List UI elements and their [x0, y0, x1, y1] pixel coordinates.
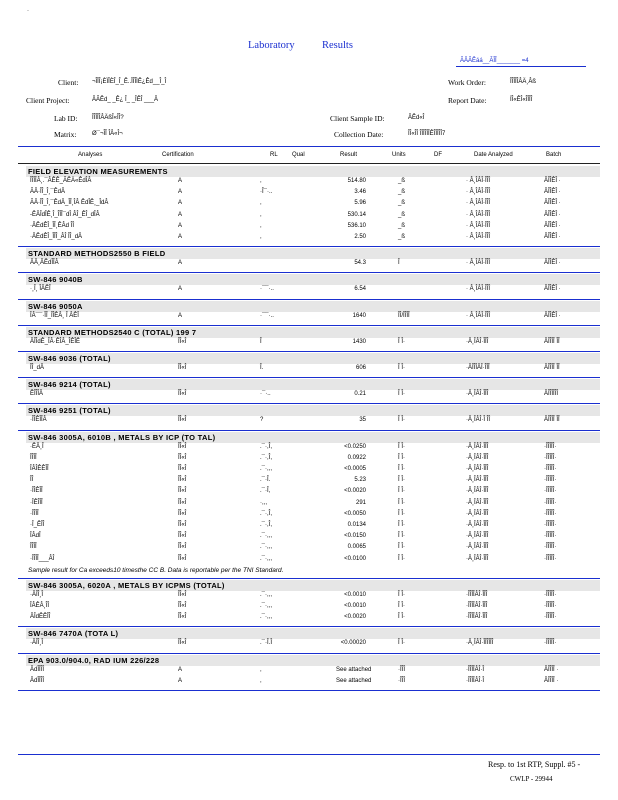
cell-analyte: ÊÎÎÎÂ: [30, 391, 44, 398]
cell-units: Î: [398, 260, 400, 267]
lab-id-value: ÎÎÎÎÎÂÄßÎ«ÎÎ?: [92, 115, 124, 121]
cell-batch: ·ÎÎÎÎÎ·: [544, 443, 557, 450]
cell-rl: .¯·,,,: [260, 614, 272, 621]
cell-rl: ,: [260, 222, 262, 229]
cell-analyte: ·ÂÎÎ¸Î: [30, 591, 43, 598]
cell-analyte: ·ÎÎÊÎÎÂ: [30, 417, 47, 424]
col-analyses: Analyses: [78, 152, 103, 158]
cell-cert: A: [178, 211, 183, 218]
cell-result: <0.0250: [344, 443, 366, 450]
cell-units: Î Î·: [398, 391, 405, 398]
cell-result: 0.0065: [347, 544, 366, 551]
client-project-value: ÂÃÊd_ _Ê¿ Î_ _ÎÊÎ ___Â: [92, 97, 159, 103]
cell-units: _ß: [398, 200, 406, 207]
section-note: Sample result for Ca exceeds10 timesthe CC B. Data is reportable per the TNI Standard.: [28, 566, 284, 574]
header-top-line: [18, 146, 600, 147]
cell-units: _ß: [398, 222, 406, 229]
cell-da: ·Â¸ÎÂÎ·ÎÎÎ: [466, 533, 489, 540]
cell-analyte: ÎÎÎÎ: [30, 454, 37, 461]
cell-result: 606: [355, 365, 366, 371]
cell-batch: ÂÎÎÎÎ ÎÎ: [544, 417, 560, 424]
cell-rl: .¯·Î.Î: [260, 640, 272, 647]
cell-rl: .¯·,,,: [260, 533, 272, 540]
cell-batch: ·ÎÎÎÎÎ·: [544, 454, 557, 461]
cell-batch: ÂÎÎÊÎ ·: [544, 234, 561, 240]
cell-analyte: ·ÂÊdÊÎ_ÎÎÎ_ÂÎ ÎÎ_dÂ: [30, 234, 83, 240]
section-band: [26, 301, 600, 312]
section-title: SW-846 3005A, 6010B , METALS BY ICP (TO TAL): [28, 432, 216, 442]
cell-units: Î Î·: [398, 640, 405, 647]
cell-result: <0.0050: [344, 510, 366, 517]
section-divider: [18, 377, 600, 378]
section-band: [26, 274, 600, 285]
cell-analyte: ÂÎÎdÊ_ÎÂ·ÊÎÂ_ÎÊÎÊ: [30, 338, 81, 345]
cell-da: ·ÎÎÎÎÂÎ·Î: [466, 666, 484, 673]
footer-cwlp: CWLP - 29944: [510, 775, 553, 783]
cell-result: <0.0005: [344, 466, 366, 472]
footer-line: [18, 754, 600, 755]
corner-underline: [456, 66, 586, 67]
cell-result: 35: [359, 417, 366, 424]
section-band: [26, 379, 600, 390]
cell-result: 5.23: [354, 477, 366, 484]
section-title: SW-846 9251 (TOTAL): [28, 406, 111, 416]
collection-date-value: ÎÎ«ÎÎ ÎÎÎÎÎÎÊÎÎÎÎÎ7: [408, 131, 446, 137]
cell-da: · Â¸ÎÂÎ·ÎÎÎ: [466, 286, 490, 293]
section-divider: [18, 403, 600, 404]
cell-rl: .¯·,,,: [260, 544, 272, 551]
cell-analyte: ÂdÎÎÎÎ: [30, 677, 45, 684]
cell-result: <0.0020: [344, 614, 366, 621]
cell-da: ·Â¸ÎÂÎ·ÎÎÎ: [466, 499, 489, 506]
cell-rl: .¯·,,,: [260, 555, 272, 562]
cell-result: 514.80: [347, 178, 366, 184]
section-title: STANDARD METHODS2550 B FIELD: [28, 249, 166, 259]
cell-batch: ÂÎÎÎÎÎÎ: [544, 391, 559, 398]
cell-da: · Â¸ÎÂÎ·ÎÎÎ: [466, 189, 490, 196]
col-units: Units: [392, 152, 406, 158]
section-divider: [18, 626, 600, 627]
cell-analyte: ÎÂÊÂ¸ÎÎ: [30, 603, 50, 609]
cell-rl: .¯·,,,: [260, 603, 272, 609]
cell-analyte: ÂÂ¸ÂÊdÎÎÂ: [30, 260, 59, 267]
cell-result: 530.14: [347, 211, 366, 218]
cell-analyte: -ÊÂÎdÎÊ¸Î_ÎÎÎ¯dÎ ÂÎ_ÊÎ_dÎÂ: [30, 211, 100, 218]
cell-units: Î Î·: [398, 466, 405, 472]
cell-da: ·Â¸ÎÂÎ·ÎÎÎ: [466, 544, 489, 551]
section-divider: [18, 430, 600, 431]
cell-da: ·Â¸ÎÂÎ·ÎÎÎ: [466, 488, 489, 495]
section-band: [26, 353, 600, 364]
cell-rl: ·¯¯·..: [260, 312, 274, 319]
cell-rl: .¯·,,,: [260, 591, 272, 598]
cell-result: <0.0010: [344, 603, 366, 609]
cell-batch: ÂÎÎÎÎ ·: [544, 677, 559, 684]
cell-analyte: ÃÂ·ÎÎ_Î¸¯ÊdÂ: [30, 189, 65, 196]
col-certification: Certification: [162, 152, 194, 158]
cell-result: 0.21: [354, 391, 366, 398]
cell-rl: .¯·,,,: [260, 466, 272, 472]
section-band: [26, 405, 600, 416]
cell-result: See attached: [336, 666, 372, 673]
cell-analyte: ·ÊÂ¸Î: [30, 443, 44, 450]
matrix-value: Ø¯¬ÎÎ ÎÂ«Î¬: [92, 131, 123, 137]
cell-units: ÎÎ/ÎÎÎÎ: [398, 312, 410, 319]
cell-cert: ÎÎ«Î: [178, 454, 187, 461]
cell-cert: ÎÎ«Î: [178, 338, 187, 345]
section-divider: [18, 351, 600, 352]
cell-units: _ß: [398, 211, 406, 218]
client-project-label: Client Project:: [26, 96, 70, 105]
cell-analyte: ·ÎÎÎÎ___ÂÎ: [30, 555, 55, 562]
page-mark: ·: [27, 8, 29, 14]
section-divider: [18, 272, 600, 273]
cell-analyte: ÎÎÎÎ: [30, 544, 37, 551]
cell-rl: ·,,,: [260, 499, 267, 506]
cell-units: Î Î·: [398, 591, 405, 598]
cell-cert: A: [178, 200, 183, 207]
cell-da: ·Â¸ÎÂÎ·ÎÎÎ: [466, 443, 489, 450]
cell-cert: ÎÎ«Î: [178, 533, 187, 540]
cell-result: 54.3: [354, 260, 366, 267]
cell-da: · Â¸ÎÂÎ·ÎÎÎ: [466, 234, 490, 240]
report-date-value: ÏÎ«ÊÎ«ÎÎÎÎ: [510, 97, 533, 103]
client-sample-id-value: ÂÊd«Î: [408, 115, 425, 121]
cell-rl: ,: [260, 211, 262, 218]
cell-cert: A: [178, 286, 183, 293]
cell-batch: ·ÎÎÎÎÎ·: [544, 544, 557, 551]
cell-analyte: ·ÎÎÊÎÎ: [30, 488, 43, 495]
cell-analyte: ÃÂ·ÎÎ_Î¸¯ÊdÂ_ÎÎ¸ÎÂ ÊdÎÊ¸_ÎdÂ: [30, 200, 109, 207]
cell-batch: ·ÎÎÎÎÎ·: [544, 510, 557, 517]
cell-units: Î Î·: [398, 417, 405, 424]
cell-result: <0.0100: [344, 555, 366, 562]
col-date-analyzed: Date Analyzed: [474, 152, 513, 158]
cell-da: ·Â¸ÎÂÎ·Î ÎÎ: [466, 417, 490, 424]
cell-units: Î Î·: [398, 522, 405, 528]
col-result: Result: [340, 152, 358, 158]
cell-result: 2.50: [354, 234, 366, 240]
work-order-label: Work Order:: [448, 78, 486, 87]
cell-cert: A: [178, 178, 183, 184]
cell-cert: ÎÎ«Î: [178, 499, 187, 506]
cell-rl: ,: [260, 200, 262, 207]
cell-da: ·ÎÎÎÎÂÎ·Î: [466, 677, 484, 684]
cell-batch: ·ÎÎÎÎÎ·: [544, 640, 557, 647]
cell-rl: ,: [260, 178, 262, 184]
cell-cert: ÎÎ«Î: [178, 477, 187, 484]
cell-batch: ÂÎÎÎÎ ÎÎ: [544, 338, 560, 345]
cell-rl: Î.: [260, 365, 264, 371]
cell-batch: ÂÎÎÊÎ ·: [544, 189, 561, 196]
section-title: STANDARD METHODS2540 C (TOTAL) 199 7: [28, 327, 197, 337]
cell-result: See attached: [336, 677, 372, 684]
cell-batch: ·ÎÎÎÎÎ·: [544, 591, 557, 598]
cell-batch: ÂÎÎÊÎ ·: [544, 211, 561, 218]
cell-units: Î Î·: [398, 365, 405, 371]
section-title: SW-846 7470A (TOTA L): [28, 629, 119, 639]
cell-analyte: ÎÂ¯¯·ÎÎ_ÎÎÊÂ¸ Î ÂÊÎ: [30, 312, 79, 319]
cell-da: · Â¸ÎÂÎ·ÎÎÎ: [466, 178, 490, 184]
cell-analyte: ÂÎdÊÊÎÎ: [30, 614, 51, 621]
section-title: SW-846 9040B: [28, 275, 83, 285]
cell-da: ·Â¸ÎÂÎ·ÎÎÎ: [466, 522, 489, 528]
cell-cert: A: [178, 222, 183, 229]
cell-batch: ·ÎÎÎÎÎ·: [544, 533, 557, 540]
cell-batch: ÂÎÎÊÎ ·: [544, 286, 561, 293]
cell-batch: ÂÎÎÊÎ ·: [544, 312, 561, 319]
cell-rl: ?: [260, 417, 264, 424]
cell-batch: ÂÎÎÊÎ ·: [544, 178, 561, 184]
cell-analyte: ·ÂÊdÊÎ_ÎÎ¸ÊÂd ÎÎ: [30, 222, 75, 229]
cell-cert: A: [178, 189, 183, 196]
matrix-label: Matrix:: [54, 130, 77, 139]
cell-rl: ·¯¯·..: [260, 286, 274, 293]
cell-cert: ÎÎ«Î: [178, 614, 187, 621]
cell-rl: ·¯·..: [260, 391, 271, 398]
cell-cert: ÎÎ«Î: [178, 555, 187, 562]
cell-cert: ÎÎ«Î: [178, 417, 187, 424]
col-qual: Qual: [292, 152, 305, 158]
client-label: Client:: [58, 78, 79, 87]
lab-id-label: Lab ID:: [54, 114, 78, 123]
cell-result: 6.54: [354, 286, 366, 293]
cell-batch: ·ÎÎÎÎÎ·: [544, 522, 557, 528]
cell-units: Î Î·: [398, 443, 405, 450]
cell-batch: ·ÎÎÎÎÎ·: [544, 499, 557, 506]
cell-da: · Â¸ÎÂÎ·ÎÎÎ: [466, 260, 490, 267]
cell-cert: A: [178, 234, 183, 240]
cell-da: ·Â¸ÎÂÎ·ÎÎÎ: [466, 510, 489, 517]
cell-cert: A: [178, 666, 183, 673]
cell-cert: ÎÎ«Î: [178, 603, 187, 609]
client-sample-id-label: Client Sample ID:: [330, 114, 385, 123]
cell-rl: .¯·,Î,: [260, 454, 272, 461]
corner-code: ÃÂÃÊáá__ÃÎÎ_______ =4: [460, 58, 529, 64]
cell-da: · Â¸ÎÂÎ·ÎÎÎ: [466, 211, 490, 218]
cell-da: · Â¸ÎÂÎ·ÎÎÎ: [466, 312, 490, 319]
cell-units: ·ÎÎÎ: [398, 666, 405, 673]
cell-cert: ÎÎ«Î: [178, 391, 187, 398]
cell-result: <0.0020: [344, 488, 366, 495]
cell-da: ·ÎÎÎÎÂÎ·ÎÎÎ: [466, 603, 488, 609]
cell-batch: ·ÎÎÎÎÎ·: [544, 466, 557, 472]
cell-analyte: ÎÂdÎ: [30, 533, 41, 540]
cell-da: ·Â¸ÎÂÎ·ÎÎÎ: [466, 454, 489, 461]
cell-cert: ÎÎ«Î: [178, 591, 187, 598]
cell-units: Î Î·: [398, 454, 405, 461]
cell-da: ·Â¸ÎÂÎ·ÎÎÎ: [466, 466, 489, 472]
cell-result: 536.10: [347, 222, 366, 229]
section-divider: [18, 299, 600, 300]
section-divider: [18, 690, 600, 691]
cell-analyte: ·ÂÎÎ¸Î: [30, 640, 43, 647]
cell-units: Î Î·: [398, 603, 405, 609]
cell-analyte: ÎÎÎÎÂ¸.¯ÂÊÊ_ÃÊÄ«ÊdÎÂ: [30, 178, 92, 184]
section-title: SW-846 9050A: [28, 301, 83, 311]
cell-cert: ÎÎ«Î: [178, 640, 187, 647]
collection-date-label: Collection Date:: [334, 130, 384, 139]
cell-rl: .¯·Î,: [260, 488, 271, 495]
cell-result: 0.0922: [347, 454, 366, 461]
cell-result: 0.0134: [347, 522, 366, 528]
footer-resp: Resp. to 1st RTP, Suppl. #5 -: [488, 760, 581, 769]
cell-da: ·Â¸ÎÂÎ·ÎÎÎ: [466, 391, 489, 398]
cell-units: _ß: [398, 178, 406, 184]
cell-units: Î Î·: [398, 555, 405, 562]
cell-da: ·ÎÎÎÎÂÎ·ÎÎÎ: [466, 614, 488, 621]
cell-da: ·Â¸ÎÂÎ·ÎÎÎ: [466, 555, 489, 562]
cell-batch: ·ÎÎÎÎÎ·: [544, 555, 557, 562]
cell-result: 291: [355, 499, 366, 506]
cell-analyte: ·ÎÊÎÎÎ: [30, 499, 43, 506]
cell-rl: ,: [260, 234, 262, 240]
cell-analyte: ÎÎ: [30, 477, 34, 484]
cell-analyte: ·¸Î¸ ÎÂÊÎ: [30, 286, 51, 293]
client-value: ¬ÎÎÎ¡ÈÏÎÈÎ_Î_Ê..ÎÎÎÌÊ¿Êd__Î_Î: [92, 79, 167, 85]
section-title: FIELD ELEVATION MEASUREMENTS: [28, 167, 168, 176]
cell-batch: ·ÎÎÎÎÎ·: [544, 488, 557, 495]
cell-batch: ·ÎÎÎÎÎ·: [544, 477, 557, 484]
cell-da: ·ÂÎÎÎÂÎ·ÎÎÎ: [466, 365, 490, 371]
cell-rl: ,: [260, 677, 262, 684]
col-df: DF: [434, 152, 442, 158]
col-batch: Batch: [546, 152, 562, 158]
cell-units: Î Î·: [398, 510, 405, 517]
col-rl: RL: [270, 152, 278, 158]
cell-rl: .¯·Î.: [260, 477, 271, 484]
cell-analyte: ÂdÎÎÎÎ: [30, 666, 45, 673]
section-divider: [18, 246, 600, 247]
cell-analyte: ÎÂÎÊÊÎÎ: [30, 466, 49, 472]
cell-da: ·Â¸ÎÂÎ·ÎÎÎ: [466, 338, 489, 345]
section-title: SW-846 9214 (TOTAL): [28, 380, 111, 390]
cell-units: Î Î·: [398, 614, 405, 621]
section-title: SW-846 3005A, 6020A , METALS BY ICPMS (TOTAL): [28, 580, 225, 590]
cell-units: Î Î·: [398, 499, 405, 506]
cell-cert: A: [178, 260, 183, 267]
cell-rl: ,: [260, 666, 262, 673]
cell-batch: ÂÎÎÎÎ ÎÎ: [544, 365, 560, 371]
cell-batch: ·ÎÎÎÎÎ·: [544, 614, 557, 621]
cell-batch: ÂÎÎÊÎ ·: [544, 200, 561, 207]
report-date-label: Report Date:: [448, 96, 487, 105]
report-title-right: Results: [322, 40, 353, 51]
work-order-value: ÎÎÎÎÎÂÄ¸Âß: [510, 79, 537, 85]
cell-da: · Â¸ÎÂÎ·ÎÎÎ: [466, 222, 490, 229]
cell-units: Î Î·: [398, 338, 405, 345]
cell-result: <0.0150: [344, 533, 366, 540]
cell-cert: ÎÎ«Î: [178, 522, 187, 528]
cell-result: 1640: [352, 312, 366, 319]
cell-analyte: ·ÎÎÎÎ: [30, 510, 39, 517]
cell-units: Î Î·: [398, 488, 405, 495]
cell-da: ·ÎÎÎÎÂÎ·ÎÎÎ: [466, 591, 488, 598]
cell-cert: ÎÎ«Î: [178, 443, 187, 450]
cell-result: <0.0010: [344, 591, 366, 598]
cell-units: ·ÎÎÎ: [398, 677, 405, 684]
cell-rl: Î: [260, 338, 262, 345]
section-title: SW-846 9036 (TOTAL): [28, 354, 111, 363]
cell-rl: ·Î¯·..: [260, 189, 273, 196]
cell-units: _ß: [398, 234, 406, 240]
cell-cert: ÎÎ«Î: [178, 510, 187, 517]
cell-da: ·Â¸ÎÂÎ·ÎÎÎ: [466, 477, 489, 484]
cell-da: · Â¸ÎÂÎ·ÎÎÎ: [466, 200, 490, 207]
section-divider: [18, 578, 600, 579]
section-divider: [18, 653, 600, 654]
cell-units: Î Î·: [398, 477, 405, 484]
cell-cert: ÎÎ«Î: [178, 365, 187, 371]
cell-result: <0.00020: [340, 640, 366, 647]
cell-result: 1430: [352, 338, 366, 345]
cell-cert: ÎÎ«Î: [178, 544, 187, 551]
cell-cert: ÎÎ«Î: [178, 488, 187, 495]
cell-analyte: ·Î_ÊÎÎ: [30, 522, 45, 528]
cell-result: 3.46: [354, 189, 366, 196]
cell-da: ·Â¸ÎÂÎ·ÎÎÎÎÎÎ: [466, 640, 494, 647]
cell-cert: A: [178, 312, 183, 319]
cell-result: 5.96: [354, 200, 366, 207]
cell-units: Î Î·: [398, 533, 405, 540]
cell-batch: ÂÎÎÊÎ ·: [544, 260, 561, 267]
cell-rl: .¯·,Î,: [260, 443, 272, 450]
cell-batch: ÂÎÎÎÎ ·: [544, 666, 559, 673]
cell-units: _ß: [398, 189, 406, 196]
cell-cert: ÎÎ«Î: [178, 466, 187, 472]
cell-cert: A: [178, 677, 183, 684]
cell-units: Î Î·: [398, 544, 405, 551]
cell-rl: .¯·,Î,: [260, 510, 272, 517]
cell-rl: .¯·,Î,: [260, 522, 272, 528]
header-bottom-line: [18, 163, 600, 164]
report-title-left: Laboratory: [248, 40, 295, 51]
cell-batch: ·ÎÎÎÎÎ·: [544, 603, 557, 609]
cell-batch: ÂÎÎÊÎ ·: [544, 222, 561, 229]
section-divider: [18, 325, 600, 326]
section-title: EPA 903.0/904.0, RAD IUM 226/228: [28, 655, 160, 665]
cell-analyte: ÎÎ_dÂ: [30, 365, 45, 371]
